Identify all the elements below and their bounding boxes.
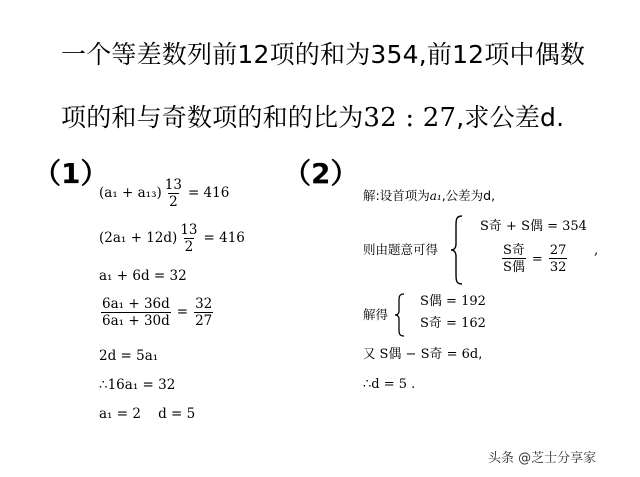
eq1-denominator: 2 — [169, 194, 178, 210]
eq1-numerator: 13 — [164, 176, 182, 193]
eq4-right-denominator: 27 — [195, 313, 213, 329]
sys2-equals: = — [531, 251, 543, 267]
problem-line-2 — [61, 105, 564, 131]
also-prefix: 又 — [363, 346, 376, 361]
solution-eq-1: S偶 = 192 — [420, 294, 486, 309]
method-1-eq-6: ∴16a₁ = 32 — [99, 377, 176, 393]
also-suffix: , — [478, 346, 483, 361]
method-1-eq-7: a₁ = 2 d = 5 — [99, 406, 196, 422]
eq1-left: (a₁ + a₁₃) — [99, 185, 162, 202]
system-eq-2 — [500, 240, 569, 278]
solve-intro: 解得 — [363, 307, 389, 322]
setup-prefix: 解:设首项为 — [363, 188, 430, 203]
eq4-left-fraction — [101, 295, 171, 329]
eq4-left-numerator: 6a₁ + 36d — [102, 295, 170, 312]
solution-eq-2: S奇 = 162 — [420, 316, 486, 331]
method-2-setup — [363, 190, 495, 203]
eq2-numerator: 13 — [180, 221, 198, 238]
sys2-right-fraction — [549, 244, 568, 274]
solution-brace-icon — [394, 292, 406, 338]
method-1-eq-3: a₁ + 6d = 32 — [99, 268, 187, 284]
system-brace-icon — [450, 214, 464, 286]
eq2-denominator: 2 — [184, 239, 194, 255]
method-1-eq-2 — [99, 222, 245, 256]
also-line — [363, 348, 482, 361]
eq1-fraction — [164, 176, 183, 210]
sys2-left-denominator: S偶 — [503, 260, 525, 275]
eq2-right: = 416 — [203, 230, 245, 247]
eq4-equals: = — [176, 304, 189, 321]
system-eq-1: S奇 + S偶 = 354 — [480, 219, 587, 234]
watermark: 头条 @芝士分享家 — [488, 451, 597, 466]
sys2-left-fraction — [502, 244, 526, 274]
problem-ratio: 32 : 27 — [363, 103, 457, 133]
eq1-right: = 416 — [187, 185, 230, 202]
eq2-left: (2a₁ + 12d) — [99, 230, 178, 247]
problem-line-2-prefix: 项的和与奇数项的和的比为 — [61, 103, 364, 132]
sys2-right-numerator: 27 — [549, 243, 567, 258]
method-1-eq-5: 2d = 5a₁ — [99, 348, 159, 364]
eq2-fraction — [179, 221, 198, 255]
also-expr: S偶 − S奇 = 6d — [379, 347, 479, 362]
method-1-eq-1 — [99, 177, 229, 211]
conclusion: ∴d = 5 . — [363, 377, 416, 392]
method-1-eq-4 — [99, 293, 215, 333]
setup-suffix: ,公差为d, — [441, 188, 496, 203]
eq4-left-denominator: 6a₁ + 30d — [102, 313, 170, 329]
method-2-label: （2） — [283, 157, 359, 190]
system-trailing-comma: , — [594, 242, 599, 258]
eq4-right-numerator: 32 — [195, 295, 213, 312]
problem-line-2-suffix: ,求公差d. — [456, 103, 565, 132]
method-1-label: （1） — [33, 157, 109, 190]
system-intro: 则由题意可得 — [363, 242, 439, 257]
sys2-right-denominator: 32 — [549, 260, 567, 275]
problem-line-1: 一个等差数列前12项的和为354,前12项中偶数 — [61, 40, 586, 69]
sys2-left-numerator: S奇 — [503, 243, 525, 258]
eq4-right-fraction — [194, 295, 213, 329]
setup-var: a₁ — [429, 189, 442, 203]
